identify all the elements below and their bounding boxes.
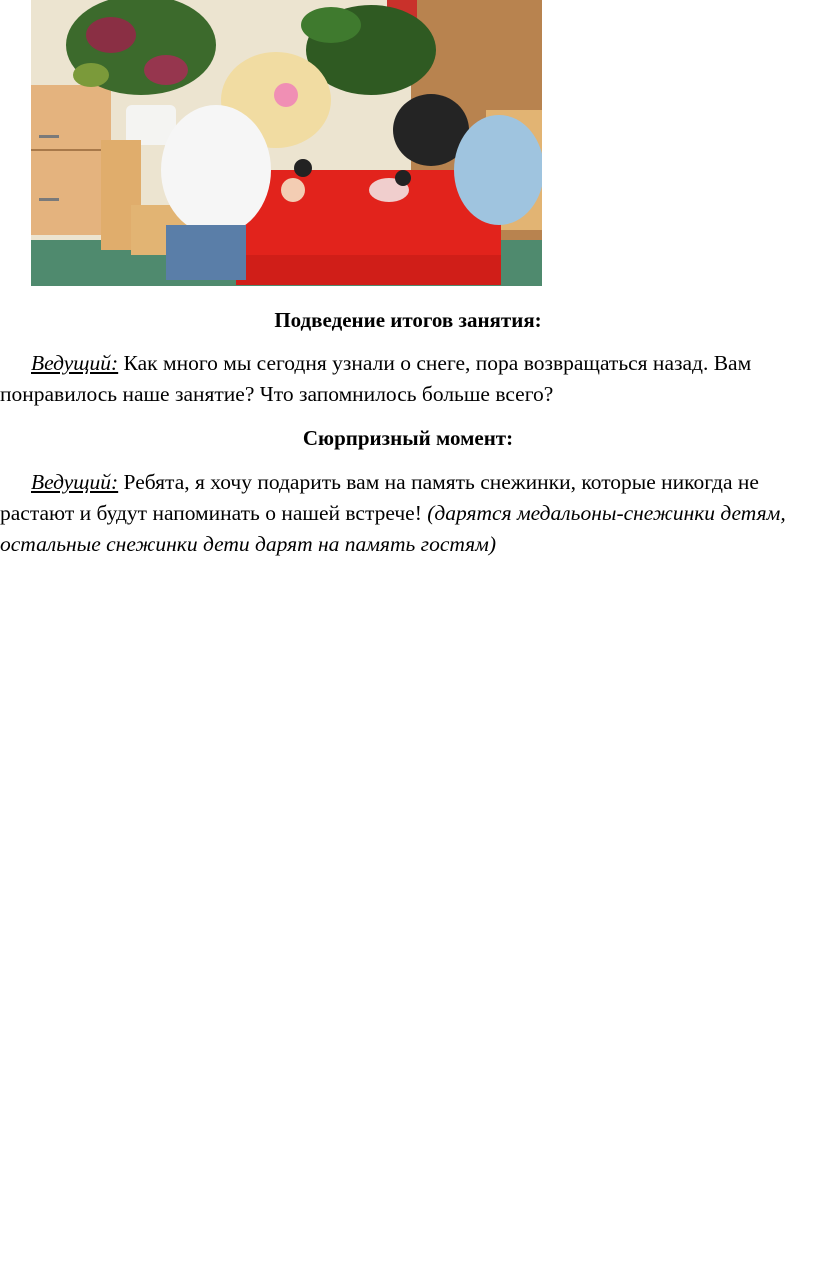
stage-direction: (дарятся медальоны-снежинки детям, остальные снежинки дети дарят на память гостям) — [0, 501, 786, 556]
surprise-paragraph — [0, 467, 812, 560]
speaker-label: Ведущий: — [31, 470, 119, 494]
speaker-label: Ведущий: — [31, 351, 119, 375]
summary-text: Как много мы сегодня узнали о снеге, пора возвращаться назад. Вам понравилось наше занятие? Что запомнилось больше всего? — [0, 351, 752, 406]
children-photo — [31, 0, 542, 286]
summary-paragraph — [0, 348, 812, 410]
surprise-heading: Сюрпризный момент: — [302, 426, 514, 450]
summary-heading: Подведение итогов занятия: — [274, 308, 542, 332]
photo-illustration — [31, 0, 542, 286]
surprise-text: Ребята, я хочу подарить вам на память снежинки, которые никогда не растают и будут напоминать о нашей встрече! — [0, 470, 759, 525]
